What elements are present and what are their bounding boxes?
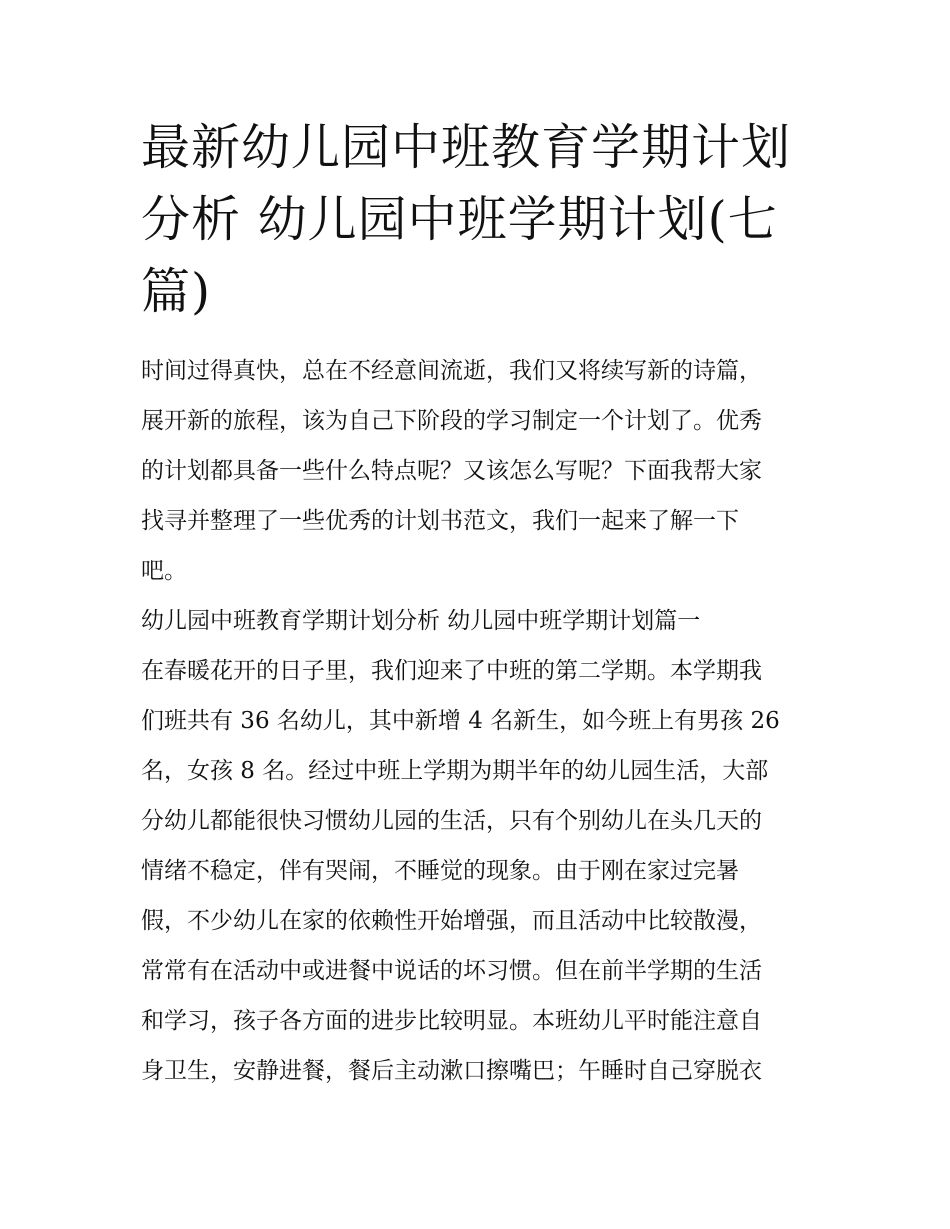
section-line: 们班共有 36 名幼儿，其中新增 4 名新生，如今班上有男孩 26 [141,708,780,734]
section-line: 身卫生，安静进餐，餐后主动漱口擦嘴巴；午睡时自己穿脱衣 [141,1058,762,1084]
section-line: 情绪不稳定，伴有哭闹，不睡觉的现象。由于刚在家过完暑 [141,858,739,884]
section-paragraph [141,646,816,1096]
section-line: 名，女孩 8 名。经过中班上学期为期半年的幼儿园生活，大部 [141,758,769,784]
intro-line: 吧。 [141,558,187,584]
intro-line: 时间过得真快，总在不经意间流逝，我们又将续写新的诗篇， [141,358,762,384]
title-line: 篇) [141,263,212,320]
document-body [141,346,816,1096]
section-line: 常常有在活动中或进餐中说话的坏习惯。但在前半学期的生活 [141,958,762,984]
section-line: 在春暖花开的日子里，我们迎来了中班的第二学期。本学期我 [141,658,762,684]
intro-paragraph [141,346,816,596]
intro-line: 的计划都具备一些什么特点呢？又该怎么写呢？下面我帮大家 [141,458,762,484]
title-line: 分析 幼儿园中班学期计划(七 [141,191,778,248]
section-line: 假，不少幼儿在家的依赖性开始增强，而且活动中比较散漫， [141,908,762,934]
intro-line: 展开新的旅程，该为自己下阶段的学习制定一个计划了。优秀 [141,408,762,434]
section-line: 分幼儿都能很快习惯幼儿园的生活，只有个别幼儿在头几天的 [141,808,762,834]
document-title [141,112,816,328]
section-line: 和学习，孩子各方面的进步比较明显。本班幼儿平时能注意自 [141,1008,762,1034]
title-line: 最新幼儿园中班教育学期计划 [141,119,792,176]
section-heading: 幼儿园中班教育学期计划分析 幼儿园中班学期计划篇一 [141,608,701,634]
intro-line: 找寻并整理了一些优秀的计划书范文，我们一起来了解一下 [141,508,739,534]
document-page [141,112,816,1096]
